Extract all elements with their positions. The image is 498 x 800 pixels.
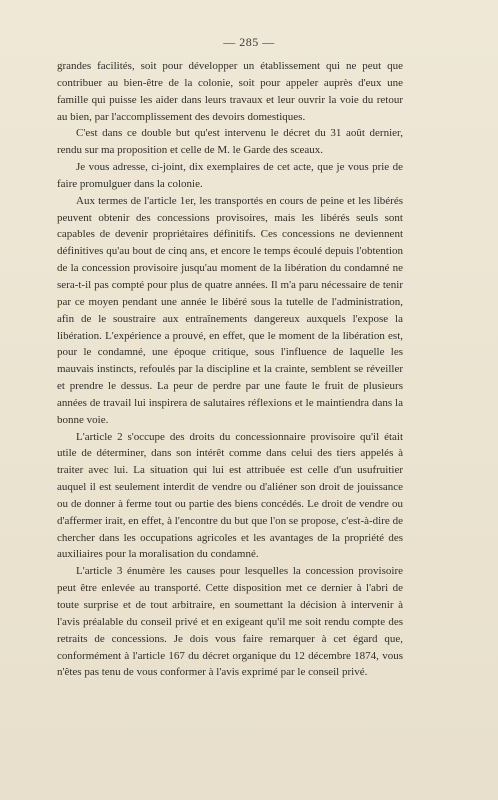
body-text [57,58,403,681]
paragraph-4: Aux termes de l'article 1er, les transportés en cours de peine et les libérés peuvent obtenir des concessions provisoires, mais les libérés seuls sont capables de devenir propriétaires définitifs. Ces concessions ne deviennent définitives qu'au bout de cinq ans, et encore le temps écoulé depuis l'obtention de la concession provisoire jusqu'au moment de la libération du condamné ne sera-t-il pas compté pour plus de quatre années. Il m'a paru nécessaire de tenir par ce moyen pendant une année le libéré sous la tutelle de l'administration, afin de le soustraire aux entraînements dangereux auxquels l'expose la libération. L'expérience a prouvé, en effet, que le moment de la libération est, pour le condamné, une époque critique, sous l'influence de laquelle les mauvais instincts, refoulés par la discipline et la crainte, semblent se réveiller et prendre le dessus. La peur de perdre par une faute le fruit de plusieurs années de travail lui inspirera de salutaires réflexions et le maintiendra dans la bonne voie. [57,194,403,426]
paragraph-3: Je vous adresse, ci-joint, dix exemplaires de cet acte, que je vous prie de faire promulguer dans la colonie. [57,161,403,190]
paragraph-1: grandes facilités, soit pour développer un établissement qui ne peut que contribuer au bien-être de la colonie, soit pour appeler auprès d'eux une famille qui puisse les aider dans leurs travaux et leur ouvrir la voie du retour au bien, par l'accomplissement des devoirs domestiques. [57,60,403,123]
paragraph-2: C'est dans ce double but qu'est intervenu le décret du 31 août dernier, rendu sur ma proposition et celle de M. le Garde des sceaux. [57,127,403,157]
paragraph-5: L'article 2 s'occupe des droits du concessionnaire provisoire qu'il était utile de déterminer, dans son intérêt comme dans celui des tiers appelés à traiter avec lui. La situation qui lui est attribuée est celle d'un usufruitier auquel il est seulement interdit de vendre ou d'aliéner son droit de jouissance ou de donner à ferme tout ou partie des biens concédés. Le droit de vendre ou d'affermer irait, en effet, à l'encontre du but que l'on se propose, c'est-à-dire de chercher dans les occupations agricoles et les avantages de la propriété des auxiliaires pour la moralisation du condamné. [57,430,403,561]
page-number: — 285 — [223,35,275,49]
paragraph-6: L'article 3 énumère les causes pour lesquelles la concession provisoire peut être enlevée au transporté. Cette disposition met ce dernier à l'abri de toute surprise et de tout arbitraire, en soumettant la décision à intervenir à l'avis préalable du conseil privé et en exigeant qu'il me soit rendu compte des retraits de concessions. Je dois vous faire remarquer à cet égard que, conformément à l'article 167 du décret organique du 12 décembre 1874, vous n'êtes pas tenu de vous conformer à l'avis exprimé par le conseil privé. [57,565,403,679]
